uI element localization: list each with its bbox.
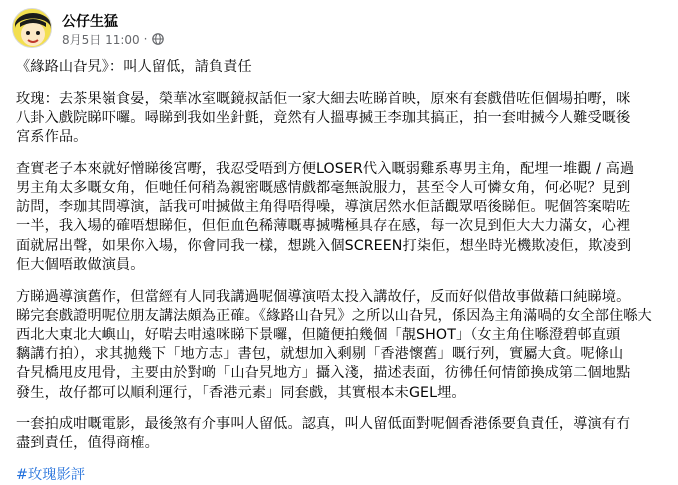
post-header — [12, 8, 662, 48]
meta-separator: · — [143, 32, 148, 46]
cartoon-face-icon — [13, 9, 52, 48]
page-name[interactable]: 公仔生猛 — [62, 14, 118, 30]
post-paragraph: 查實老子本來就好憎睇後宮嘢，我忍受唔到方便LOSER代入嘅弱雞系專男主角，配埋一堆觀 / 高過 男主角太多嘅女角，佢哋任何稍為親密嘅感情戲都毫無說服力，甚至令人可憐女角，何必呢？見到 訪問，李珈其問導演，話我可咁搣做主角得唔得噪，導演居然水佢話觀眾唔後睇佢。呢個答案啱咗 一半，我入場的確唔想睇佢，但佢血色稀薄嘅專搣嘴極具存在感，每一次見到佢大大力滿女，心裡 面就屌出聲，如果你入場，你會同我一樣，想跳入個SCREEN打柒佢，想坐時光機欺凌佢，欺凌到 佢大個唔敢做演員。 — [16, 160, 635, 273]
post-paragraph: 玫瑰：去茶果嶺食晏，榮華冰室嘅鏡叔話佢一家大細去咗睇首映，原來有套戲借咗佢個場拍嘢，咪 八卦入戲院睇吓囉。噚睇到我如坐針氈，竟然有人搵專搣王李珈其搞正，拍一套咁搣今人難受嘅後 宮系作品。 — [16, 90, 631, 146]
globe-icon[interactable] — [152, 33, 164, 45]
post-meta — [62, 31, 164, 47]
post-body — [16, 58, 664, 485]
post-title: 《緣路山旮旯》：叫人留低，請負責任 — [16, 59, 252, 75]
avatar[interactable] — [12, 8, 52, 48]
post-paragraph: 方睇過導演舊作，但當經有人同我講過呢個導演唔太投入講故仔，反而好似借故事做藉口純睇境。 睇完套戲證明呢位朋友講法頗為正確。《緣路山旮旯》之所以山旮旯，係因為主角滿喎的女全部住喺大 西北大東北大嶼山，好啱去咁遠咪睇下景囉，但隨便拍幾個「靚SHOT」（女主角住喺澄碧邨直頭 黐講冇拍），求其拋幾下「地方志」書包，就想加入剩剔「香港懷舊」嘅行列，實屬大貪。呢條山 旮旯橋甩皮甩骨，主要由於對啲「山旮旯地方」攝入淺，描述表面，彷彿任何情節換成第二個地點 發生，故仔都可以順利運行，「香港元素」同套戲，其實根本未GEL埋。 — [16, 288, 652, 401]
post-paragraph: 一套拍成咁嘅電影，最後煞有介事叫人留低。認真，叫人留低面對呢個香港係要負責任，導演有冇 盡到責任，值得商榷。 — [16, 416, 631, 452]
post-timestamp[interactable]: 8月5日 11:00 — [62, 32, 140, 47]
hashtag-link[interactable]: #玫瑰影評 — [16, 467, 86, 484]
